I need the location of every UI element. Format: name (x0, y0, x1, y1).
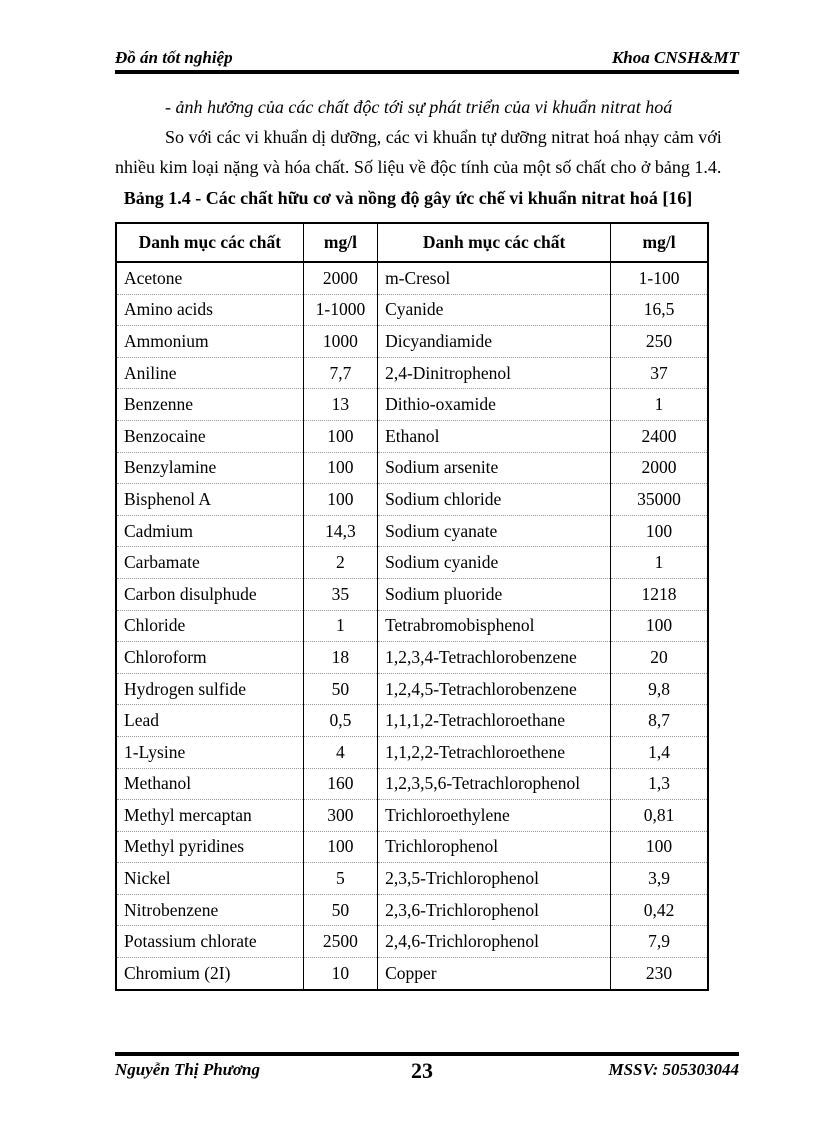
substance-cell: Aniline (116, 357, 303, 389)
table-row (116, 326, 708, 358)
concentration-cell: 14,3 (303, 515, 377, 547)
concentration-cell: 50 (303, 673, 377, 705)
substance-cell: Methyl mercaptan (116, 800, 303, 832)
table-caption: Bảng 1.4 - Các chất hữu cơ và nồng độ gây ức chế vi khuẩn nitrat hoá [16] (123, 188, 693, 208)
table-row (116, 515, 708, 547)
table-row (116, 262, 708, 294)
substance-cell: 1,1,2,2-Tetrachloroethene (378, 736, 611, 768)
substance-cell: Tetrabromobisphenol (378, 610, 611, 642)
header-right: Khoa CNSH&MT (611, 48, 739, 67)
paragraph-line: So với các vi khuẩn dị dưỡng, các vi khuẩn tự dưỡng nitrat hoá nhạy cảm với (165, 127, 722, 147)
concentration-cell: 7,9 (611, 926, 708, 958)
concentration-cell: 10 (303, 958, 377, 990)
concentration-cell: 1,3 (611, 768, 708, 800)
concentration-cell: 0,42 (611, 894, 708, 926)
table-row (116, 831, 708, 863)
concentration-cell: 2400 (611, 420, 708, 452)
substance-cell: Methyl pyridines (116, 831, 303, 863)
toxicity-table (115, 222, 709, 991)
concentration-cell: 1-1000 (303, 294, 377, 326)
substance-cell: 1-Lysine (116, 736, 303, 768)
concentration-cell: 2000 (611, 452, 708, 484)
substance-cell: Dicyandiamide (378, 326, 611, 358)
table-row (116, 705, 708, 737)
substance-cell: Trichlorophenol (378, 831, 611, 863)
column-header: Danh mục các chất (378, 223, 611, 262)
table-row (116, 768, 708, 800)
column-header: Danh mục các chất (116, 223, 303, 262)
table-row (116, 547, 708, 579)
concentration-cell: 1,4 (611, 736, 708, 768)
concentration-cell: 8,7 (611, 705, 708, 737)
concentration-cell: 100 (303, 420, 377, 452)
substance-cell: 1,1,1,2-Tetrachloroethane (378, 705, 611, 737)
concentration-cell: 300 (303, 800, 377, 832)
column-header: mg/l (303, 223, 377, 262)
concentration-cell: 16,5 (611, 294, 708, 326)
substance-cell: Benzocaine (116, 420, 303, 452)
concentration-cell: 230 (611, 958, 708, 990)
substance-cell: Nitrobenzene (116, 894, 303, 926)
table-row (116, 484, 708, 516)
concentration-cell: 13 (303, 389, 377, 421)
substance-cell: Copper (378, 958, 611, 990)
concentration-cell: 100 (303, 452, 377, 484)
table-row (116, 926, 708, 958)
table-row (116, 673, 708, 705)
substance-cell: Cadmium (116, 515, 303, 547)
concentration-cell: 1-100 (611, 262, 708, 294)
substance-cell: Hydrogen sulfide (116, 673, 303, 705)
table-row (116, 958, 708, 990)
table-row (116, 894, 708, 926)
substance-cell: 2,3,5-Trichlorophenol (378, 863, 611, 895)
concentration-cell: 100 (611, 831, 708, 863)
paragraph-heading: - ảnh hưởng của các chất độc tới sự phát triển của vi khuẩn nitrat hoá (165, 97, 673, 117)
substance-cell: 2,3,6-Trichlorophenol (378, 894, 611, 926)
substance-cell: Methanol (116, 768, 303, 800)
concentration-cell: 1 (611, 547, 708, 579)
table-row (116, 389, 708, 421)
substance-cell: Dithio-oxamide (378, 389, 611, 421)
substance-cell: Chromium (2I) (116, 958, 303, 990)
substance-cell: 1,2,4,5-Tetrachlorobenzene (378, 673, 611, 705)
concentration-cell: 2 (303, 547, 377, 579)
concentration-cell: 100 (303, 484, 377, 516)
page-footer (115, 1052, 739, 1086)
table-row (116, 452, 708, 484)
page-header (115, 48, 739, 74)
column-header: mg/l (611, 223, 708, 262)
concentration-cell: 37 (611, 357, 708, 389)
table-header-row (116, 223, 708, 262)
concentration-cell: 2000 (303, 262, 377, 294)
substance-cell: m-Cresol (378, 262, 611, 294)
concentration-cell: 1000 (303, 326, 377, 358)
footer-student-id: MSSV: 505303044 (608, 1060, 739, 1079)
concentration-cell: 5 (303, 863, 377, 895)
substance-cell: Carbon disulphude (116, 578, 303, 610)
substance-cell: Ethanol (378, 420, 611, 452)
page-number: 23 (411, 1058, 433, 1083)
substance-cell: Cyanide (378, 294, 611, 326)
concentration-cell: 7,7 (303, 357, 377, 389)
concentration-cell: 100 (611, 515, 708, 547)
substance-cell: Carbamate (116, 547, 303, 579)
substance-cell: Chloroform (116, 642, 303, 674)
concentration-cell: 18 (303, 642, 377, 674)
concentration-cell: 20 (611, 642, 708, 674)
substance-cell: Sodium arsenite (378, 452, 611, 484)
substance-cell: Sodium pluoride (378, 578, 611, 610)
concentration-cell: 250 (611, 326, 708, 358)
table-row (116, 800, 708, 832)
concentration-cell: 50 (303, 894, 377, 926)
table-row (116, 294, 708, 326)
concentration-cell: 35 (303, 578, 377, 610)
substance-cell: Bisphenol A (116, 484, 303, 516)
table-row (116, 642, 708, 674)
paragraph-line: nhiều kim loại nặng và hóa chất. Số liệu về độc tính của một số chất cho ở bảng 1.4. (115, 157, 722, 177)
table-row (116, 357, 708, 389)
concentration-cell: 160 (303, 768, 377, 800)
footer-author: Nguyễn Thị Phương (115, 1060, 260, 1079)
substance-cell: Ammonium (116, 326, 303, 358)
concentration-cell: 100 (303, 831, 377, 863)
concentration-cell: 2500 (303, 926, 377, 958)
concentration-cell: 4 (303, 736, 377, 768)
substance-cell: Sodium chloride (378, 484, 611, 516)
substance-cell: Sodium cyanate (378, 515, 611, 547)
substance-cell: Lead (116, 705, 303, 737)
substance-cell: Acetone (116, 262, 303, 294)
concentration-cell: 3,9 (611, 863, 708, 895)
substance-cell: Potassium chlorate (116, 926, 303, 958)
concentration-cell: 100 (611, 610, 708, 642)
substance-cell: Trichloroethylene (378, 800, 611, 832)
concentration-cell: 0,5 (303, 705, 377, 737)
table-row (116, 736, 708, 768)
substance-cell: Sodium cyanide (378, 547, 611, 579)
concentration-cell: 1218 (611, 578, 708, 610)
concentration-cell: 1 (611, 389, 708, 421)
substance-cell: Chloride (116, 610, 303, 642)
substance-cell: Nickel (116, 863, 303, 895)
substance-cell: Benzylamine (116, 452, 303, 484)
header-left: Đồ án tốt nghiệp (115, 48, 233, 67)
concentration-cell: 35000 (611, 484, 708, 516)
substance-cell: 2,4,6-Trichlorophenol (378, 926, 611, 958)
concentration-cell: 0,81 (611, 800, 708, 832)
concentration-cell: 1 (303, 610, 377, 642)
substance-cell: 1,2,3,5,6-Tetrachlorophenol (378, 768, 611, 800)
substance-cell: Benzenne (116, 389, 303, 421)
substance-cell: Amino acids (116, 294, 303, 326)
substance-cell: 2,4-Dinitrophenol (378, 357, 611, 389)
concentration-cell: 9,8 (611, 673, 708, 705)
table-row (116, 863, 708, 895)
table-row (116, 610, 708, 642)
table-row (116, 420, 708, 452)
substance-cell: 1,2,3,4-Tetrachlorobenzene (378, 642, 611, 674)
table-row (116, 578, 708, 610)
